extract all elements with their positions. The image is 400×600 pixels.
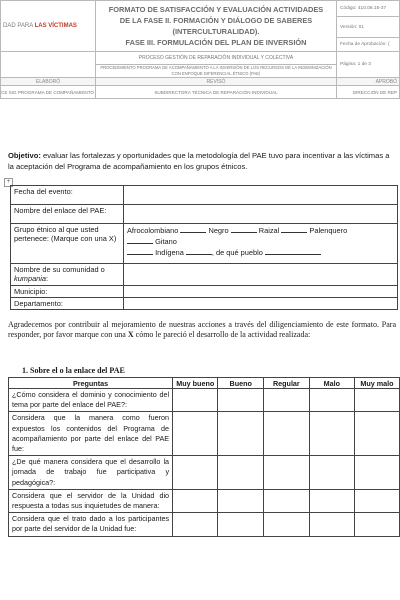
table-row — [9, 456, 400, 490]
option-negro: Negro — [208, 226, 229, 235]
answer-cell[interactable] — [354, 389, 399, 412]
kumpania-suffix: : — [46, 274, 49, 283]
answer-cell[interactable] — [263, 412, 309, 456]
option-raizal: Raizal — [258, 226, 280, 235]
answer-cell[interactable] — [218, 489, 263, 512]
ethnic-group-field[interactable] — [124, 224, 398, 264]
community-label — [11, 264, 124, 286]
answer-cell[interactable] — [173, 412, 218, 456]
answer-cell[interactable] — [218, 456, 263, 490]
department-field[interactable] — [124, 298, 398, 310]
answer-cell[interactable] — [173, 456, 218, 490]
title-line: FORMATO DE SATISFACCIÓN Y EVALUACIÓN ACTIVIDADES — [108, 5, 324, 14]
instructions-prefix: Agradecemos por contribuir al mejoramiento de nuestras acciones a través del diligenciamiento de este formato. Para responder, por favor marque con una — [8, 320, 396, 339]
codigo: Código: 410.08.15-37 — [337, 1, 400, 17]
objective-label: Objetivo: — [8, 151, 41, 160]
col-elaboro: ELABORÓ — [1, 78, 96, 86]
fecha-aprobacion: Fecha de Aprobación: ( — [337, 38, 400, 52]
objective-text: evaluar las fortalezas y oportunidades que la metodología del PAE tuvo para incentivar a las víctimas a la aceptación del Programa de acompañamiento en los grupos étnicos. — [8, 151, 390, 171]
table-move-handle-icon[interactable]: + — [4, 178, 13, 187]
table-row — [9, 513, 400, 536]
option-gitano: Gitano — [155, 237, 177, 246]
table-row — [9, 489, 400, 512]
section-title: 1. Sobre el o la enlace del PAE — [22, 366, 125, 375]
unit-logo — [1, 1, 96, 52]
answer-cell[interactable] — [218, 389, 263, 412]
department-label: Departamento: — [11, 298, 124, 310]
question-text: Considera que el trato dado a los participantes por parte del servidor de la Unidad fue: — [9, 513, 173, 536]
table-row — [9, 389, 400, 412]
answer-cell[interactable] — [309, 389, 354, 412]
title-line: (INTERCULTURALIDAD). — [172, 27, 260, 36]
indigena-pre-blank[interactable] — [127, 247, 153, 255]
col-reviso: REVISÓ — [96, 78, 337, 86]
answer-cell[interactable] — [309, 456, 354, 490]
indigena-blank[interactable] — [186, 247, 212, 255]
answer-cell[interactable] — [173, 489, 218, 512]
elaboro-value: CE SIG PROGRAMA DE COMPAÑAMIENTO — [1, 86, 96, 99]
kumpania-text: kumpania — [14, 274, 47, 283]
header-regular: Regular — [263, 378, 309, 389]
answer-cell[interactable] — [173, 513, 218, 536]
instructions-paragraph — [8, 320, 396, 340]
option-afro: Afrocolombiano — [127, 226, 179, 235]
answer-cell[interactable] — [309, 489, 354, 512]
pueblo-label: , de qué pueblo — [211, 248, 263, 257]
question-text: ¿Cómo considera el dominio y conocimiento del tema por parte del enlace del PAE?: — [9, 389, 173, 412]
answer-cell[interactable] — [354, 489, 399, 512]
liaison-name-label: Nombre del enlace del PAE: — [11, 205, 124, 224]
answer-cell[interactable] — [309, 513, 354, 536]
question-text: ¿De qué manera considera que el desarrollo la jornada de trabajo fue participativa y pedagógica?: — [9, 456, 173, 490]
procedimiento: PROCEDIMIENTO PROGRAMA DE ACOMPAÑAMIENTO A LA INVERSIÓN DE LOS RECURSOS DE LA INDEMNIZACIÓN CON ENFOQUE DIFERENCIAL ÉTNICO (PAE) — [96, 65, 337, 78]
header-preguntas: Preguntas — [9, 378, 173, 389]
title-line: DE LA FASE II. FORMACIÓN Y DIÁLOGO DE SABERES — [119, 16, 313, 25]
answer-cell[interactable] — [173, 389, 218, 412]
raizal-blank[interactable] — [281, 225, 307, 233]
header-muy-malo: Muy malo — [354, 378, 399, 389]
answer-cell[interactable] — [354, 412, 399, 456]
logo-brand: LAS VÍCTIMAS — [34, 23, 77, 29]
instructions-suffix: cómo le pareció el desarrollo de la actividad realizada: — [133, 330, 311, 339]
municipality-label: Municipio: — [11, 286, 124, 298]
answer-cell[interactable] — [354, 513, 399, 536]
answer-cell[interactable] — [309, 412, 354, 456]
answer-cell[interactable] — [263, 489, 309, 512]
option-indigena: Indígena — [155, 248, 184, 257]
document-title — [96, 1, 337, 52]
proceso: PROCESO GESTIÓN DE REPARACIÓN INDIVIDUAL Y COLECTIVA — [96, 52, 337, 65]
answer-cell[interactable] — [263, 456, 309, 490]
question-text: Considera que el servidor de la Unidad dio respuesta a todas sus inquietudes de manera: — [9, 489, 173, 512]
document-header — [0, 0, 400, 99]
gitano-blank[interactable] — [127, 236, 153, 244]
event-date-field[interactable] — [124, 186, 398, 205]
col-aprobo: APROBÓ — [337, 78, 400, 86]
table-row — [9, 412, 400, 456]
aprobo-value: DIRECCIÓN DE REP — [337, 86, 400, 99]
evaluation-table — [8, 377, 400, 537]
question-text: Considera que la manera como fueron expuestos los contenidos del Programa de acompañamiento por parte del enlace del PAE fue: — [9, 412, 173, 456]
community-label-text: Nombre de su comunidad o — [14, 265, 105, 274]
pagina: Página: 1 de 3 — [337, 52, 400, 78]
reviso-value: SUBDIRECTORA TÉCNICA DE REPARACIÓN INDIVIDUAL — [96, 86, 337, 99]
answer-cell[interactable] — [354, 456, 399, 490]
option-palenquero: Palenquero — [309, 226, 348, 235]
negro-blank[interactable] — [231, 225, 257, 233]
municipality-field[interactable] — [124, 286, 398, 298]
ethnic-group-label: Grupo étnico al que usted pertenece: (Marque con una X) — [11, 224, 124, 264]
header-muy-bueno: Muy bueno — [173, 378, 218, 389]
pueblo-blank[interactable] — [265, 247, 321, 255]
header-bueno: Bueno — [218, 378, 263, 389]
objective-paragraph — [8, 150, 394, 172]
title-line: FASE III. FORMULACIÓN DEL PLAN DE INVERSIÓN — [125, 38, 307, 47]
answer-cell[interactable] — [263, 513, 309, 536]
answer-cell[interactable] — [218, 513, 263, 536]
instructions-x: X — [127, 330, 134, 339]
afro-blank[interactable] — [180, 225, 206, 233]
logo-prefix: DAD PARA — [3, 23, 33, 29]
community-field[interactable] — [124, 264, 398, 286]
liaison-name-field[interactable] — [124, 205, 398, 224]
header-malo: Malo — [309, 378, 354, 389]
version: Versión: 01 — [337, 17, 400, 38]
participant-info-table — [10, 185, 398, 310]
event-date-label: Fecha del evento: — [11, 186, 124, 205]
answer-cell[interactable] — [218, 412, 263, 456]
answer-cell[interactable] — [263, 389, 309, 412]
